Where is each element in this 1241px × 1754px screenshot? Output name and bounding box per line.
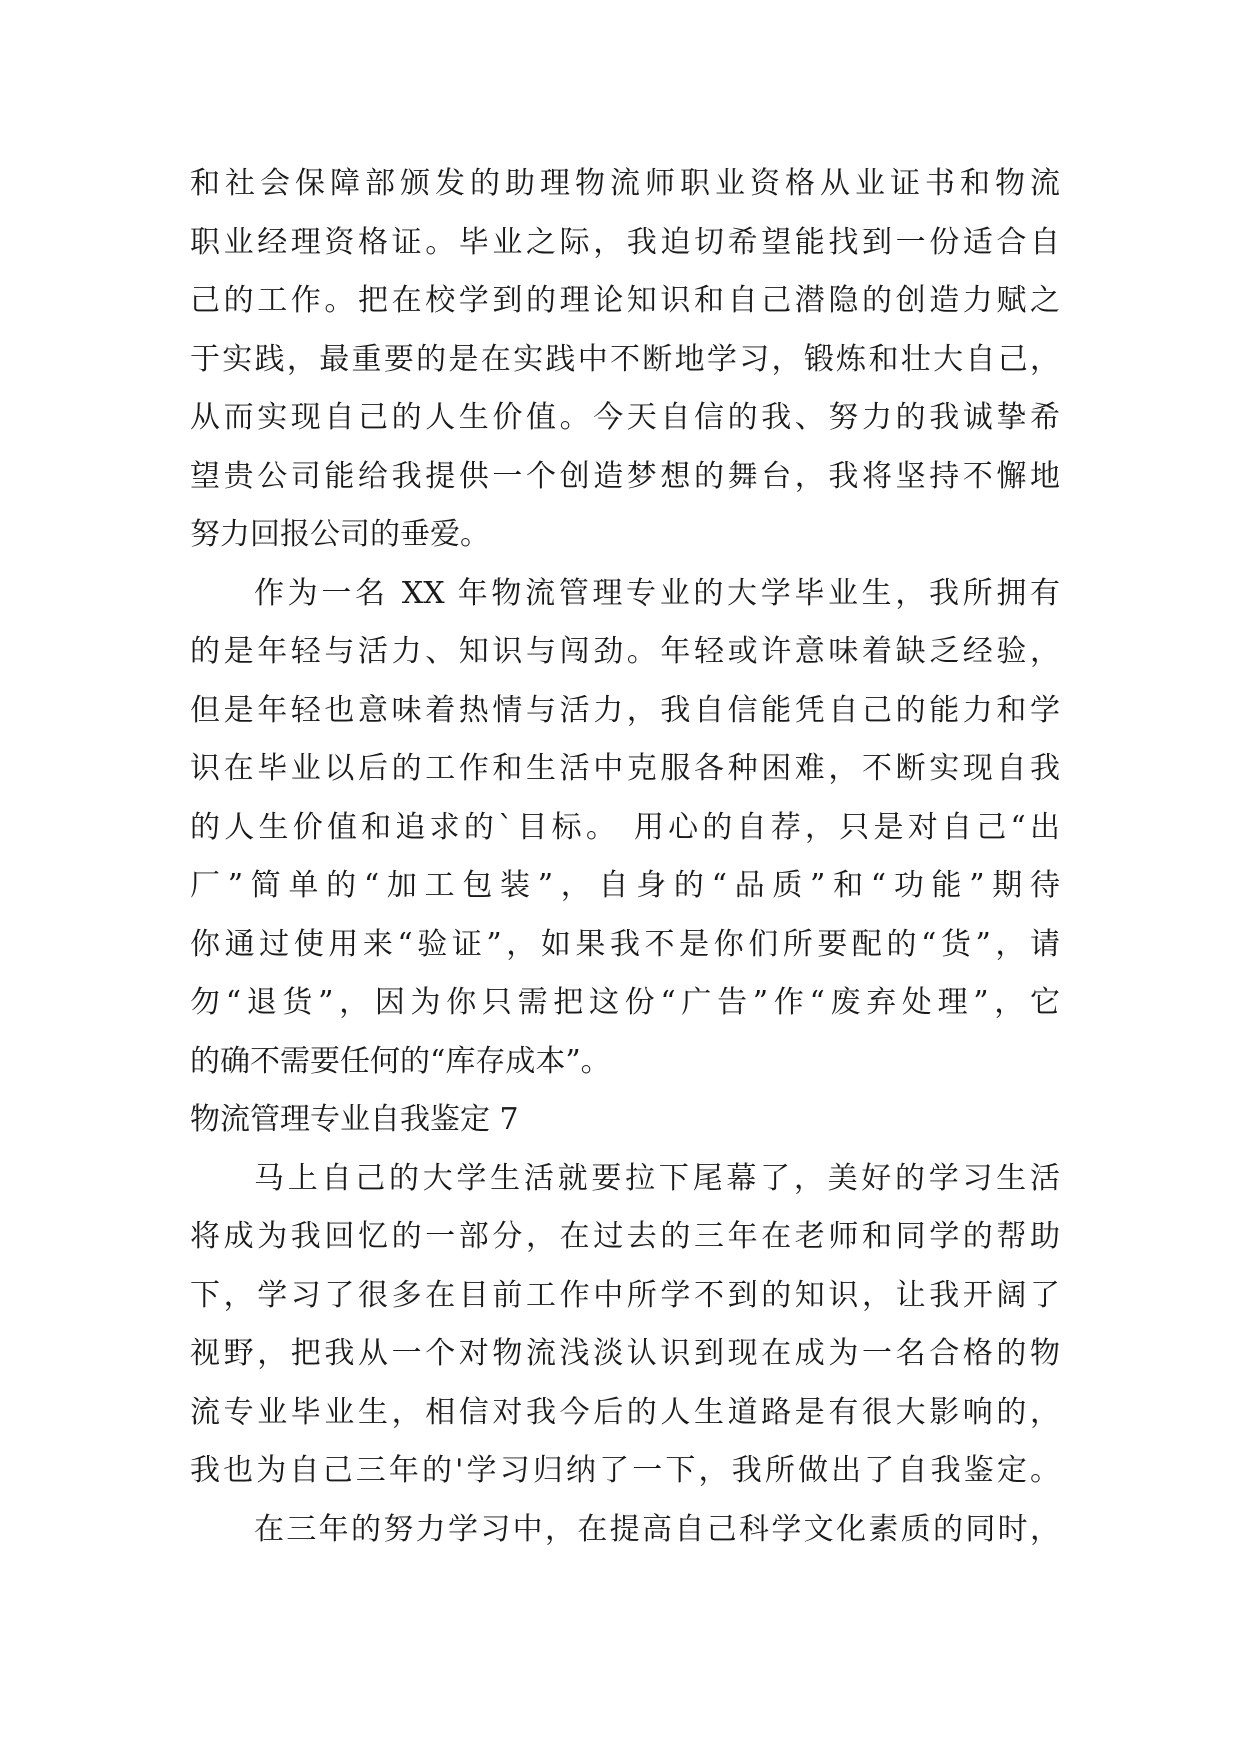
text-line: 在三年的努力学习中，在提高自己科学文化素质的同时， [254, 1511, 1060, 1547]
text-line: 己的工作。把在校学到的理论知识和自己潜隐的创造力赋之 [190, 283, 1060, 318]
paragraph-4 [190, 1501, 1060, 1560]
document-body [190, 155, 1060, 1559]
text-line: 职业经理资格证。毕业之际，我迫切希望能找到一份适合自 [190, 224, 1060, 260]
text-line: 作为一名 XX 年物流管理专业的大学毕业生，我所拥有 [254, 575, 1060, 611]
text-line: 于实践，最重要的是在实践中不断地学习，锻炼和壮大自己， [190, 341, 1060, 377]
text-line: 但是年轻也意味着热情与活力，我自信能凭自己的能力和学 [190, 692, 1060, 728]
text-line: 勿“退货”，因为你只需把这份“广告”作“废弃处理”，它 [190, 985, 1060, 1020]
text-line: 我也为自己三年的'学习归纳了一下，我所做出了自我鉴定。 [190, 1453, 1060, 1488]
section-heading: 物流管理专业自我鉴定 7 [190, 1102, 519, 1137]
text-line: 厂”简单的“加工包装”，自身的“品质”和“功能”期待 [190, 868, 1060, 903]
paragraph-2 [190, 565, 1060, 1092]
text-line: 从而实现自己的人生价值。今天自信的我、努力的我诚挚希 [190, 400, 1060, 435]
text-line: 的人生价值和追求的`目标。 用心的自荐，只是对自己“出 [190, 809, 1060, 845]
paragraph-3 [190, 1150, 1060, 1501]
text-line: 将成为我回忆的一部分，在过去的三年在老师和同学的帮助 [190, 1219, 1060, 1254]
text-line: 马上自己的大学生活就要拉下尾幕了，美好的学习生活 [254, 1160, 1060, 1196]
text-line: 你通过使用来“验证”，如果我不是你们所要配的“货”，请 [190, 926, 1060, 962]
paragraph-1 [190, 155, 1060, 565]
text-line: 视野，把我从一个对物流浅淡认识到现在成为一名合格的物 [190, 1336, 1060, 1371]
text-line: 和社会保障部颁发的助理物流师职业资格从业证书和物流 [190, 166, 1060, 201]
text-line: 的确不需要任何的“库存成本”。 [190, 1043, 611, 1079]
text-line: 识在毕业以后的工作和生活中克服各种困难，不断实现自我 [190, 751, 1060, 786]
text-line: 的是年轻与活力、知识与闯劲。年轻或许意味着缺乏经验， [190, 634, 1060, 669]
text-line: 下，学习了很多在目前工作中所学不到的知识，让我开阔了 [190, 1277, 1060, 1313]
text-line: 望贵公司能给我提供一个创造梦想的舞台，我将坚持不懈地 [190, 458, 1060, 494]
text-line: 努力回报公司的垂爱。 [190, 517, 490, 552]
text-line: 流专业毕业生，相信对我今后的人生道路是有很大影响的， [190, 1394, 1060, 1430]
